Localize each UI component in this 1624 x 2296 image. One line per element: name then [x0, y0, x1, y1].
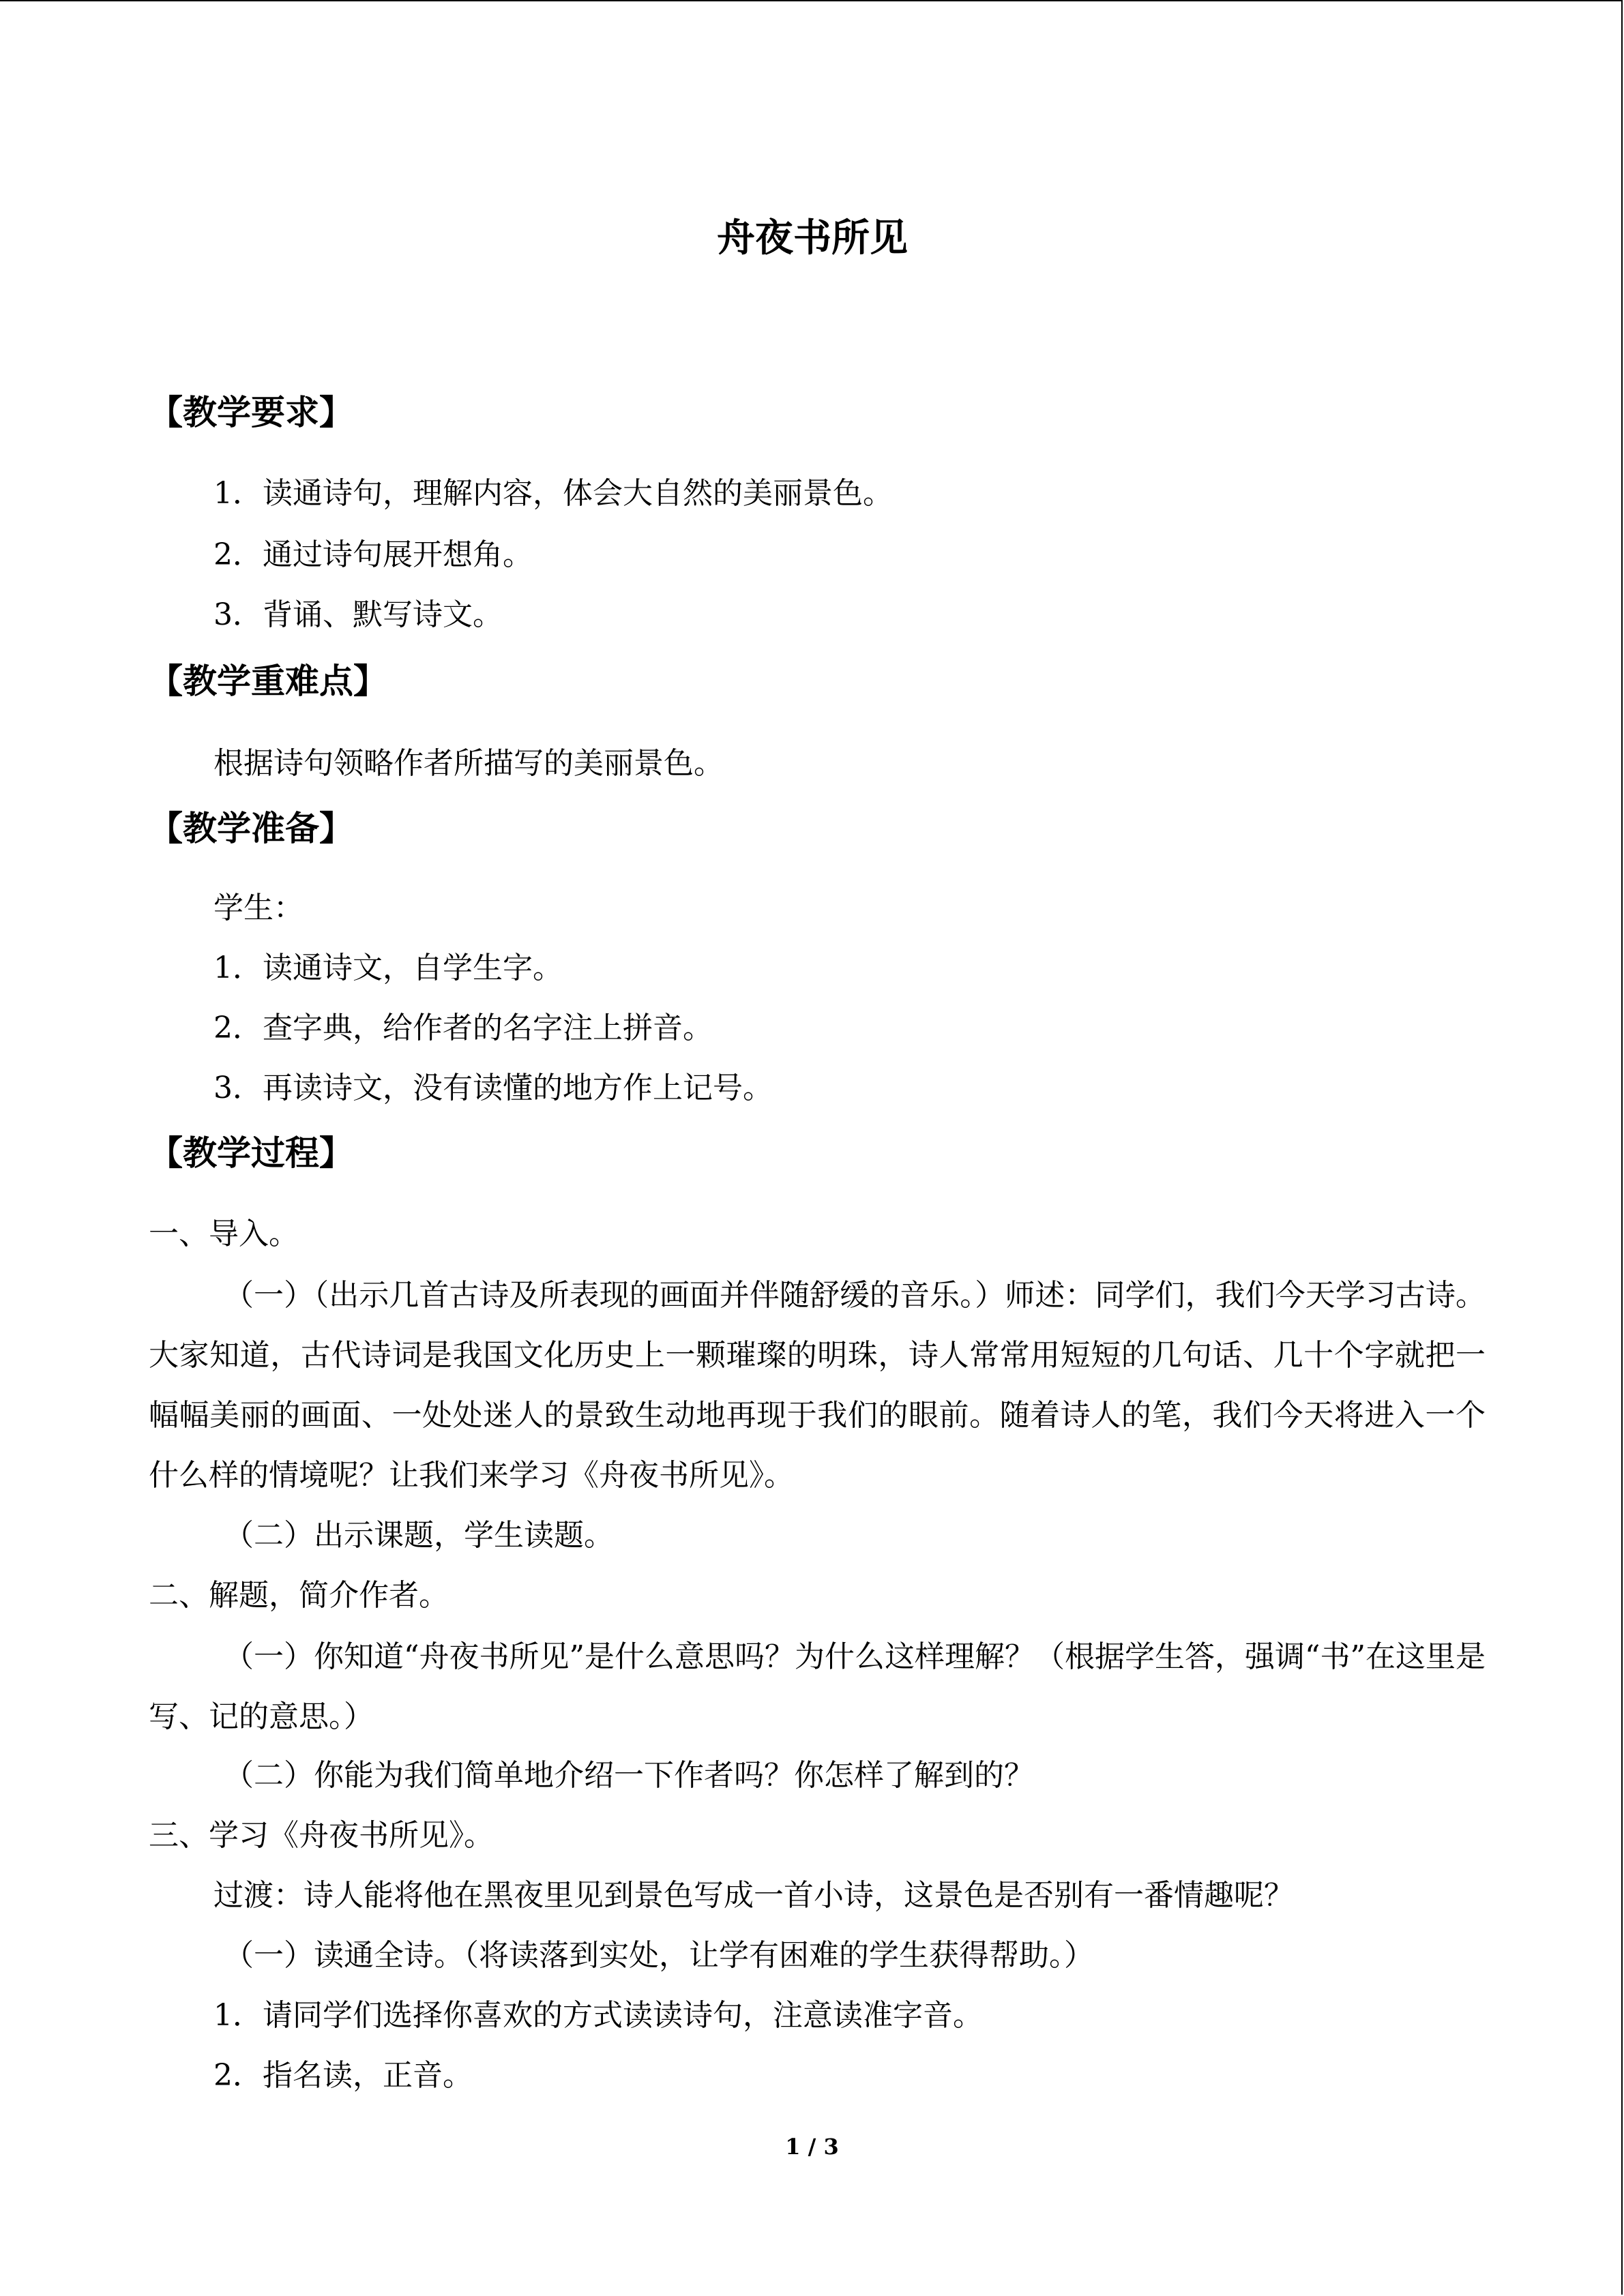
process-step-3-item-1: 1．请同学们选择你喜欢的方式读读诗句，注意读准字音。: [213, 1998, 983, 2033]
process-step-1-title: 一、导入。: [149, 1217, 299, 1251]
preparation-item-3: 3．再读诗文，没有读懂的地方作上记号。: [213, 1071, 773, 1105]
requirement-item-2: 2．通过诗句展开想角。: [213, 537, 533, 572]
process-step-3-title: 三、学习《舟夜书所见》。: [149, 1818, 494, 1853]
section-heading-key-points: 【教学重难点】: [149, 661, 387, 701]
process-step-3-item-2: 2．指名读，正音。: [213, 2058, 473, 2093]
process-step-3-subsection-1: （一）读通全诗。（将读落到实处，让学有困难的学生获得帮助。）: [224, 1938, 1094, 1973]
process-step-1-paragraph-2: （二）出示课题，学生读题。: [224, 1518, 614, 1553]
requirement-item-3: 3．背诵、默写诗文。: [213, 597, 503, 632]
process-step-2-title: 二、解题，简介作者。: [149, 1578, 449, 1613]
preparation-intro: 学生：: [213, 891, 304, 925]
key-points-text: 根据诗句领略作者所描写的美丽景色。: [213, 746, 724, 781]
section-heading-preparation: 【教学准备】: [149, 809, 353, 848]
process-step-2-paragraph-2: （二）你能为我们简单地介绍一下作者吗？你怎样了解到的？: [224, 1758, 1034, 1793]
requirement-item-1: 1．读通诗句，理解内容，体会大自然的美丽景色。: [213, 476, 893, 511]
process-step-2-paragraph-1: （一）你知道“舟夜书所见”是什么意思吗？为什么这样理解？（根据学生答，强调“书”在这里是写、记的意思。）: [149, 1639, 1486, 1734]
page-title: 舟夜书所见: [717, 216, 908, 260]
page-number: 1 / 3: [785, 2134, 839, 2160]
section-heading-requirements: 【教学要求】: [149, 393, 353, 432]
preparation-item-2: 2．查字典，给作者的名字注上拼音。: [213, 1011, 713, 1045]
preparation-item-1: 1．读通诗文，自学生字。: [213, 951, 563, 985]
process-step-1-paragraph-1: （一）（出示几首古诗及所表现的画面并伴随舒缓的音乐。）师述：同学们，我们今天学习古诗。大家知道，古代诗词是我国文化历史上一颗璀璨的明珠，诗人常常用短短的几句话、几十个字就把一幅幅美丽的画面、一处处迷人的景致生动地再现于我们的眼前。随着诗人的笔，我们今天将进入一个什么样的情境呢？让我们来学习《舟夜书所见》。: [149, 1278, 1486, 1493]
section-heading-process: 【教学过程】: [149, 1133, 353, 1173]
process-step-3-transition: 过渡：诗人能将他在黑夜里见到景色写成一首小诗，这景色是否别有一番情趣呢？: [213, 1878, 1294, 1913]
